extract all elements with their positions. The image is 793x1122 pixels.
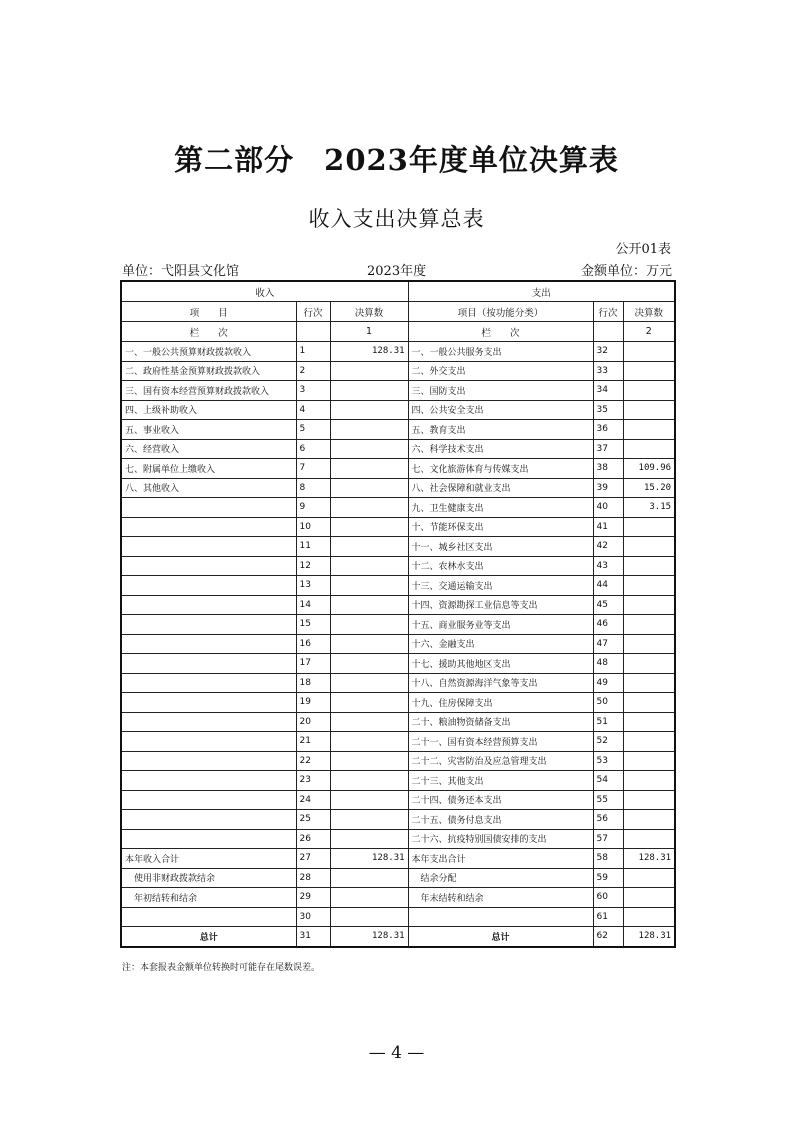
expense-amount: 109.96: [623, 459, 675, 479]
income-item-name: [121, 693, 296, 713]
income-amount: [330, 615, 408, 635]
expense-row-number: 51: [593, 712, 623, 732]
expense-item-name: 十九、住房保障支出: [408, 693, 593, 713]
income-row-number: 1: [296, 342, 330, 362]
expense-amount: [623, 654, 675, 674]
income-amount: [330, 381, 408, 401]
table-row: [121, 517, 675, 537]
header-row-columns: [121, 302, 675, 322]
income-item-name: [121, 517, 296, 537]
expense-amount: [623, 400, 675, 420]
income-row-number: 4: [296, 400, 330, 420]
expense-row-number: 47: [593, 634, 623, 654]
table-row: [121, 615, 675, 635]
expense-item-name: 十四、资源勘探工业信息等支出: [408, 595, 593, 615]
expense-item-name: 二十五、债务付息支出: [408, 810, 593, 830]
expense-item-name: 一、一般公共服务支出: [408, 342, 593, 362]
income-row-number: 25: [296, 810, 330, 830]
income-row-number: 23: [296, 771, 330, 791]
income-item-name: [121, 771, 296, 791]
income-row-number: 29: [296, 888, 330, 908]
income-amount-header: 决算数: [330, 302, 408, 322]
expense-row-number: 34: [593, 381, 623, 401]
income-row-number: 3: [296, 381, 330, 401]
table-row: [121, 888, 675, 908]
income-amount: [330, 732, 408, 752]
table-row: [121, 751, 675, 771]
expense-item-name: 十七、援助其他地区支出: [408, 654, 593, 674]
expense-row-number: 48: [593, 654, 623, 674]
expense-lanci: 栏 次: [408, 322, 593, 342]
expense-item-name: 总计: [408, 927, 593, 947]
income-row-number: 30: [296, 907, 330, 927]
income-amount: [330, 595, 408, 615]
expense-amount: [623, 342, 675, 362]
expense-amount: 128.31: [623, 849, 675, 869]
expense-item-name: 十八、自然资源海洋气象等支出: [408, 673, 593, 693]
expense-item-name: 十六、金融支出: [408, 634, 593, 654]
income-row-number: 27: [296, 849, 330, 869]
table-row: [121, 907, 675, 927]
expense-amount: 3.15: [623, 498, 675, 518]
income-lanci-blank: [296, 322, 330, 342]
income-row-number: 9: [296, 498, 330, 518]
table-row: [121, 439, 675, 459]
income-item-name: [121, 537, 296, 557]
table-row: [121, 342, 675, 362]
expense-item-name: 七、文化旅游体育与传媒支出: [408, 459, 593, 479]
income-amount: [330, 907, 408, 927]
income-row-number: 14: [296, 595, 330, 615]
income-row-number: 15: [296, 615, 330, 635]
income-row-number: 13: [296, 576, 330, 596]
expense-row-number: 32: [593, 342, 623, 362]
income-row-number: 31: [296, 927, 330, 947]
income-amount: [330, 712, 408, 732]
expense-amount: [623, 907, 675, 927]
income-row-number: 5: [296, 420, 330, 440]
income-amount: [330, 693, 408, 713]
table-row: [121, 400, 675, 420]
table-row: [121, 654, 675, 674]
income-item-name: [121, 673, 296, 693]
expense-item-name: 二、外交支出: [408, 361, 593, 381]
expense-amount: [623, 537, 675, 557]
income-row-number: 22: [296, 751, 330, 771]
expense-item-name: 三、国防支出: [408, 381, 593, 401]
income-amount: [330, 576, 408, 596]
expense-amount: 128.31: [623, 927, 675, 947]
expense-item-name: 九、卫生健康支出: [408, 498, 593, 518]
income-amount: [330, 810, 408, 830]
income-amount: [330, 868, 408, 888]
expense-row-number: 33: [593, 361, 623, 381]
income-rowno-header: 行次: [296, 302, 330, 322]
income-item-name: 一、一般公共预算财政拨款收入: [121, 342, 296, 362]
table-row: [121, 849, 675, 869]
table-row: [121, 576, 675, 596]
income-item-name: [121, 576, 296, 596]
expense-row-number: 52: [593, 732, 623, 752]
table-row: [121, 478, 675, 498]
expense-row-number: 62: [593, 927, 623, 947]
expense-row-number: 56: [593, 810, 623, 830]
income-item-name: 三、国有资本经营预算财政拨款收入: [121, 381, 296, 401]
table-row: [121, 381, 675, 401]
income-item-name: [121, 654, 296, 674]
table-row: [121, 556, 675, 576]
unit-name: 单位：弋阳县文化馆: [122, 264, 240, 279]
page-title: 第二部分 2023年度单位决算表: [174, 143, 619, 177]
income-row-number: 12: [296, 556, 330, 576]
expense-row-number: 38: [593, 459, 623, 479]
income-row-number: 7: [296, 459, 330, 479]
table-row: [121, 810, 675, 830]
expense-amount: [623, 771, 675, 791]
income-item-name: 总计: [121, 927, 296, 947]
income-amount: [330, 829, 408, 849]
expense-row-number: 43: [593, 556, 623, 576]
money-unit: 金额单位：万元: [580, 264, 672, 279]
table-row: [121, 537, 675, 557]
expense-amount: 15.20: [623, 478, 675, 498]
header-row-lanci: [121, 322, 675, 342]
table-row: [121, 732, 675, 752]
expense-row-number: 44: [593, 576, 623, 596]
expense-item-name: 结余分配: [408, 868, 593, 888]
income-amount: [330, 498, 408, 518]
income-amount: [330, 459, 408, 479]
expense-item-name: 年末结转和结余: [408, 888, 593, 908]
expense-amount: [623, 595, 675, 615]
income-amount: 128.31: [330, 927, 408, 947]
income-item-name: 本年收入合计: [121, 849, 296, 869]
income-header: 收入: [121, 281, 408, 302]
expense-amount-header: 决算数: [623, 302, 675, 322]
page-number: — 4 —: [368, 1043, 425, 1063]
income-col-number: 1: [330, 322, 408, 342]
income-item-name: 五、事业收入: [121, 420, 296, 440]
expense-row-number: 59: [593, 868, 623, 888]
income-row-number: 6: [296, 439, 330, 459]
income-amount: [330, 888, 408, 908]
income-row-number: 11: [296, 537, 330, 557]
income-item-name: [121, 810, 296, 830]
table-row: [121, 595, 675, 615]
expense-item-name: 十一、城乡社区支出: [408, 537, 593, 557]
income-amount: 128.31: [330, 849, 408, 869]
expense-item-name: 十三、交通运输支出: [408, 576, 593, 596]
expense-amount: [623, 829, 675, 849]
expense-item-name: 四、公共安全支出: [408, 400, 593, 420]
table-title: 收入支出决算总表: [308, 207, 485, 231]
income-amount: [330, 478, 408, 498]
expense-row-number: 39: [593, 478, 623, 498]
table-row: [121, 829, 675, 849]
expense-item-name: 二十一、国有资本经营预算支出: [408, 732, 593, 752]
expense-amount: [623, 381, 675, 401]
income-amount: [330, 790, 408, 810]
expense-row-number: 61: [593, 907, 623, 927]
expense-item-name: 六、科学技术支出: [408, 439, 593, 459]
expense-item-name: 十二、农林水支出: [408, 556, 593, 576]
expense-row-number: 49: [593, 673, 623, 693]
income-item-name: [121, 751, 296, 771]
expense-item-name: 二十六、抗疫特别国债安排的支出: [408, 829, 593, 849]
expense-amount: [623, 868, 675, 888]
expense-item-name: [408, 907, 593, 927]
income-amount: [330, 537, 408, 557]
income-item-name: 六、经营收入: [121, 439, 296, 459]
table-row: [121, 790, 675, 810]
table-row: [121, 361, 675, 381]
table-row: [121, 693, 675, 713]
table-row: [121, 771, 675, 791]
income-row-number: 21: [296, 732, 330, 752]
income-amount: [330, 420, 408, 440]
expense-item-name: 十、节能环保支出: [408, 517, 593, 537]
table-row: [121, 712, 675, 732]
expense-row-number: 46: [593, 615, 623, 635]
expense-row-number: 54: [593, 771, 623, 791]
expense-amount: [623, 712, 675, 732]
income-row-number: 18: [296, 673, 330, 693]
income-row-number: 8: [296, 478, 330, 498]
expense-amount: [623, 361, 675, 381]
income-item-name: [121, 634, 296, 654]
expense-amount: [623, 615, 675, 635]
table-meta: [122, 260, 672, 278]
table-row: [121, 420, 675, 440]
income-item-name: [121, 615, 296, 635]
income-item-name: [121, 829, 296, 849]
income-lanci: 栏 次: [121, 322, 296, 342]
income-amount: [330, 771, 408, 791]
income-amount: [330, 439, 408, 459]
form-number: 公开01表: [615, 242, 671, 257]
income-item-name: [121, 595, 296, 615]
table-row: [121, 459, 675, 479]
income-row-number: 20: [296, 712, 330, 732]
expense-item-name: 二十、粮油物资储备支出: [408, 712, 593, 732]
income-item-name: [121, 732, 296, 752]
expense-row-number: 53: [593, 751, 623, 771]
fiscal-year: 2023年度: [367, 264, 427, 279]
table-row: [121, 498, 675, 518]
expense-lanci-blank: [593, 322, 623, 342]
expense-row-number: 58: [593, 849, 623, 869]
expense-amount: [623, 634, 675, 654]
income-row-number: 16: [296, 634, 330, 654]
expense-amount: [623, 790, 675, 810]
income-amount: [330, 361, 408, 381]
income-amount: 128.31: [330, 342, 408, 362]
expense-row-number: 40: [593, 498, 623, 518]
expense-item-header: 项目（按功能分类）: [408, 302, 593, 322]
expense-amount: [623, 439, 675, 459]
income-row-number: 28: [296, 868, 330, 888]
table-row: [121, 868, 675, 888]
expense-row-number: 35: [593, 400, 623, 420]
income-row-number: 19: [296, 693, 330, 713]
table-row: [121, 927, 675, 947]
income-item-name: 四、上级补助收入: [121, 400, 296, 420]
expense-item-name: 八、社会保障和就业支出: [408, 478, 593, 498]
income-amount: [330, 517, 408, 537]
header-row-section: [121, 281, 675, 302]
table-row: [121, 673, 675, 693]
expense-row-number: 41: [593, 517, 623, 537]
expense-item-name: 五、教育支出: [408, 420, 593, 440]
expense-row-number: 55: [593, 790, 623, 810]
income-item-name: 二、政府性基金预算财政拨款收入: [121, 361, 296, 381]
expense-amount: [623, 751, 675, 771]
income-amount: [330, 634, 408, 654]
expense-amount: [623, 673, 675, 693]
income-item-name: 使用非财政拨款结余: [121, 868, 296, 888]
income-item-name: [121, 790, 296, 810]
expense-item-name: 十五、商业服务业等支出: [408, 615, 593, 635]
expense-row-number: 60: [593, 888, 623, 908]
income-row-number: 24: [296, 790, 330, 810]
income-amount: [330, 673, 408, 693]
expense-amount: [623, 810, 675, 830]
income-row-number: 10: [296, 517, 330, 537]
expense-amount: [623, 888, 675, 908]
income-item-name: [121, 498, 296, 518]
income-row-number: 26: [296, 829, 330, 849]
expense-row-number: 57: [593, 829, 623, 849]
income-amount: [330, 400, 408, 420]
expense-row-number: 36: [593, 420, 623, 440]
expense-item-name: 二十三、其他支出: [408, 771, 593, 791]
expense-amount: [623, 556, 675, 576]
income-item-name: [121, 556, 296, 576]
expense-amount: [623, 693, 675, 713]
income-row-number: 17: [296, 654, 330, 674]
footnote: 注：本套报表金额单位转换时可能存在尾数误差。: [122, 963, 321, 973]
income-item-name: [121, 907, 296, 927]
income-item-name: [121, 712, 296, 732]
income-amount: [330, 556, 408, 576]
expense-item-name: 本年支出合计: [408, 849, 593, 869]
income-item-name: 八、其他收入: [121, 478, 296, 498]
income-item-name: 年初结转和结余: [121, 888, 296, 908]
income-item-header: 项 目: [121, 302, 296, 322]
expense-item-name: 二十四、债务还本支出: [408, 790, 593, 810]
income-amount: [330, 654, 408, 674]
expense-header: 支出: [408, 281, 675, 302]
expense-row-number: 50: [593, 693, 623, 713]
expense-amount: [623, 732, 675, 752]
table-row: [121, 634, 675, 654]
expense-item-name: 二十二、灾害防治及应急管理支出: [408, 751, 593, 771]
income-item-name: 七、附属单位上缴收入: [121, 459, 296, 479]
expense-amount: [623, 517, 675, 537]
expense-rowno-header: 行次: [593, 302, 623, 322]
income-expense-table: [120, 280, 676, 948]
income-row-number: 2: [296, 361, 330, 381]
expense-amount: [623, 420, 675, 440]
expense-row-number: 37: [593, 439, 623, 459]
expense-row-number: 45: [593, 595, 623, 615]
expense-col-number: 2: [623, 322, 675, 342]
expense-row-number: 42: [593, 537, 623, 557]
income-amount: [330, 751, 408, 771]
expense-amount: [623, 576, 675, 596]
